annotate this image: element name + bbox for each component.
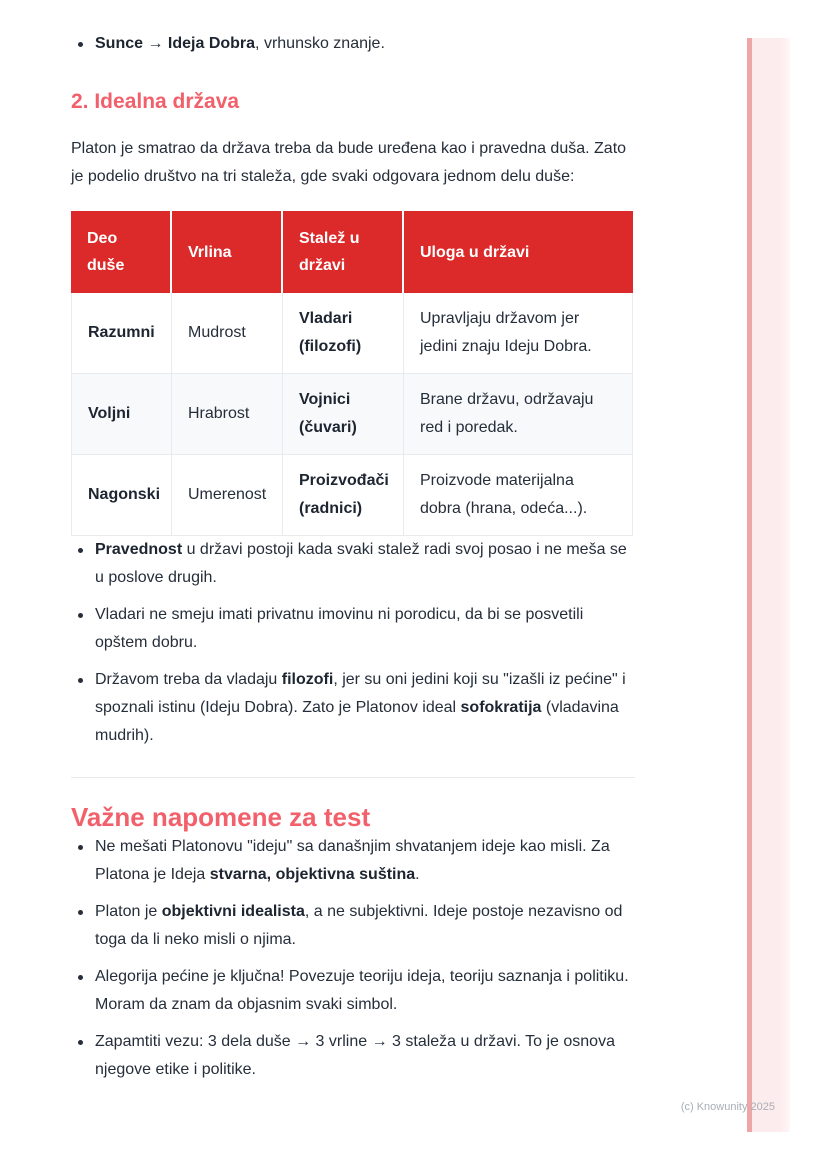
cell-vrlina: Umerenost [172,455,283,536]
bullet-icon [78,1040,83,1045]
document-content [71,30,635,1084]
table-header-row [71,211,633,293]
section2-list [71,536,635,750]
bullet-icon [78,548,83,553]
list-item [71,1028,635,1084]
cell-stalez: Vladari (filozofi) [283,293,404,374]
page-edge-stripe [747,38,790,1132]
column-header-stalez: Stalež u državi [283,211,404,293]
list-item-text: Platon je objektivni idealista, a ne subjektivni. Ideje postoje nezavisno od toga da li neko misli o njima. [95,903,623,948]
cell-uloga: Brane državu, održavaju red i poredak. [404,374,633,455]
bullet-icon [78,42,83,47]
list-item [71,833,635,889]
notes-list [71,833,635,1084]
list-item [71,536,635,592]
cell-deo-duse: Razumni [71,293,172,374]
bullet-icon [78,975,83,980]
table-row [71,455,633,536]
footer-copyright: (c) Knowunity 2025 [680,1101,775,1113]
list-item [71,30,635,58]
list-item-text: Alegorija pećine je ključna! Povezuje teoriju ideja, teoriju saznanja i politiku. Moram da znam da objasnim svaki simbol. [95,968,629,1013]
table-row [71,374,633,455]
list-item-text: Pravednost u državi postoji kada svaki stalež radi svoj posao i ne meša se u poslove drugih. [95,541,627,586]
cell-uloga: Proizvode materijalna dobra (hrana, odeća...). [404,455,633,536]
list-item [71,898,635,954]
list-item-text: Državom treba da vladaju filozofi, jer su oni jedini koji su "izašli iz pećine" i spoznali istinu (Ideju Dobra). Zato je Platonov ideal sofokratija (vladavina mudrih). [95,671,626,744]
list-item-text: Vladari ne smeju imati privatnu imovinu ni porodicu, da bi se posvetili opštem dobru. [95,606,584,651]
cell-stalez: Proizvođači (radnici) [283,455,404,536]
cell-uloga: Upravljaju državom jer jedini znaju Ideju Dobra. [404,293,633,374]
cell-stalez: Vojnici (čuvari) [283,374,404,455]
list-item [71,601,635,657]
bullet-icon [78,678,83,683]
list-item [71,666,635,750]
cell-deo-duse: Voljni [71,374,172,455]
table-header [71,211,633,293]
bullet-icon [78,845,83,850]
table-row [71,293,633,374]
column-header-vrlina: Vrlina [172,211,283,293]
cell-vrlina: Mudrost [172,293,283,374]
bullet-icon [78,613,83,618]
section-heading-idealna-drzava: 2. Idealna država [71,90,240,113]
list-item [71,963,635,1019]
soul-state-table [71,211,633,536]
intro-list [71,30,635,58]
list-item-text: Ne mešati Platonovu "ideju" sa današnjim shvatanjem ideje kao misli. Za Platona je Ideja stvarna, objektivna suština. [95,838,610,883]
column-header-deo-duse: Deo duše [71,211,172,293]
section-divider [71,777,635,778]
bullet-icon [78,910,83,915]
list-item-text: Sunce → Ideja Dobra, vrhunsko znanje. [95,35,385,52]
section-heading-vazne-napomene: Važne napomene za test [71,802,371,832]
section-paragraph: Platon je smatrao da država treba da bude uređena kao i pravedna duša. Zato je podelio društvo na tri staleža, gde svaki odgovara jednom delu duše: [71,140,627,185]
list-item-text: Zapamtiti vezu: 3 dela duše → 3 vrline → 3 staleža u državi. To je osnova njegove etike i politike. [95,1033,615,1078]
cell-vrlina: Hrabrost [172,374,283,455]
cell-deo-duse: Nagonski [71,455,172,536]
column-header-uloga: Uloga u državi [404,211,633,293]
